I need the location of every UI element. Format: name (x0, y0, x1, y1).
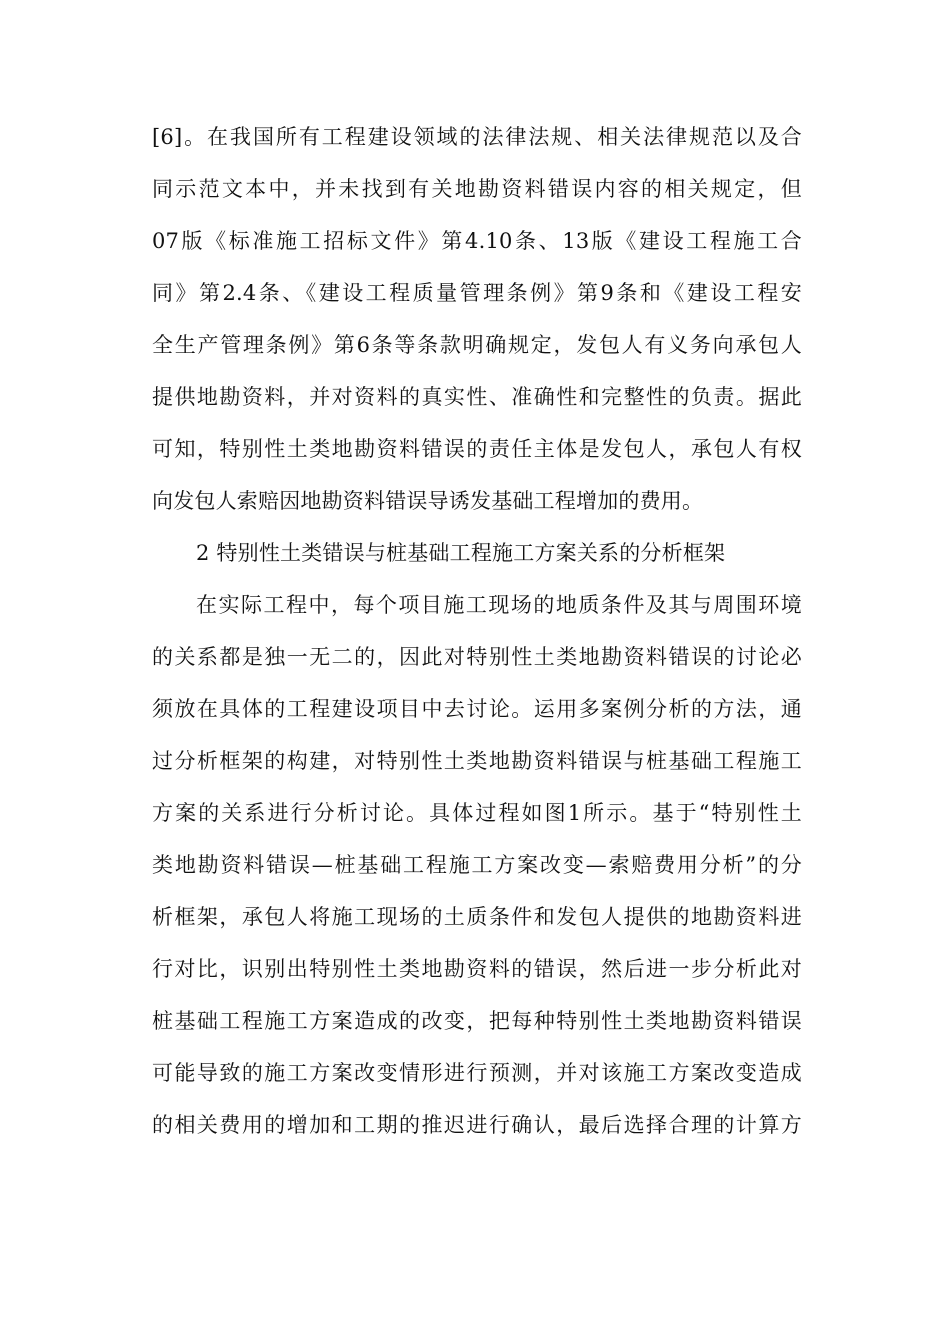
paragraph-1-line-2: 同示范文本中，并未找到有关地勘资料错误内容的相关规定，但 (152, 177, 802, 201)
paragraph-2-line-1: 在实际工程中，每个项目施工现场的地质条件及其与周围环境 (196, 593, 802, 617)
paragraph-1-line-3: 07版《标准施工招标文件》第4.10条、13版《建设工程施工合 (152, 229, 802, 253)
paragraph-2-line-10: 可能导致的施工方案改变情形进行预测，并对该施工方案改变造成 (152, 1061, 802, 1085)
paragraph-2-line-5: 方案的关系进行分析讨论。具体过程如图1所示。基于“特别性土 (152, 801, 802, 825)
paragraph-2-line-11: 的相关费用的增加和工期的推迟进行确认，最后选择合理的计算方 (152, 1113, 802, 1137)
paragraph-2-line-9: 桩基础工程施工方案造成的改变，把每种特别性土类地勘资料错误 (152, 1009, 802, 1033)
paragraph-1-line-6: 提供地勘资料，并对资料的真实性、准确性和完整性的负责。据此 (152, 385, 802, 409)
paragraph-2-line-4: 过分析框架的构建，对特别性土类地勘资料错误与桩基础工程施工 (152, 749, 802, 773)
paragraph-2-line-7: 析框架，承包人将施工现场的土质条件和发包人提供的地勘资料进 (152, 905, 802, 929)
paragraph-1-line-4: 同》第2.4条、《建设工程质量管理条例》第9条和《建设工程安 (152, 281, 802, 305)
paragraph-2-line-2: 的关系都是独一无二的，因此对特别性土类地勘资料错误的讨论必 (152, 645, 802, 669)
paragraph-2-line-3: 须放在具体的工程建设项目中去讨论。运用多案例分析的方法，通 (152, 697, 802, 721)
paragraph-2-line-6: 类地勘资料错误—桩基础工程施工方案改变—索赔费用分析”的分 (152, 853, 802, 877)
paragraph-2-line-8: 行对比，识别出特别性土类地勘资料的错误，然后进一步分析此对 (152, 957, 802, 981)
paragraph-1-line-5: 全生产管理条例》第6条等条款明确规定，发包人有义务向承包人 (152, 333, 802, 357)
paragraph-1-line-7: 可知，特别性土类地勘资料错误的责任主体是发包人，承包人有权 (152, 437, 802, 461)
paragraph-1-line-1: [6]。在我国所有工程建设领域的法律法规、相关法律规范以及合 (152, 125, 802, 149)
paragraph-1-line-8: 向发包人索赔因地勘资料错误导诱发基础工程增加的费用。 (152, 489, 704, 513)
section-heading: 2 特别性土类错误与桩基础工程施工方案关系的分析框架 (196, 541, 726, 565)
